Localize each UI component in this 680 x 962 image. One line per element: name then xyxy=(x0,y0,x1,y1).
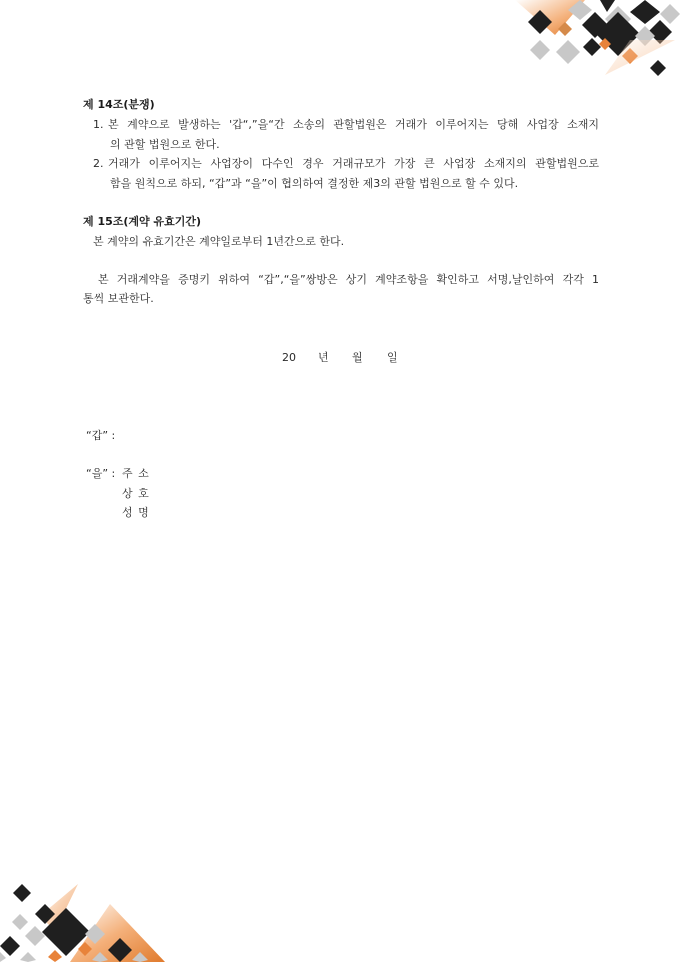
date-year-unit: 년 xyxy=(318,351,329,364)
article-15-heading: 제 15조(계약 유효기간) xyxy=(83,215,202,228)
article-14-item-1-line-2: 의 관할 법원으로 한다. xyxy=(110,138,220,151)
date-day-unit: 일 xyxy=(387,351,398,364)
date-year: 20 xyxy=(282,351,296,364)
article-14-heading: 제 14조(분쟁) xyxy=(83,98,155,111)
closing-line-2: 통씩 보관한다. xyxy=(83,292,154,305)
article-14-item-2-number: 2. xyxy=(93,157,104,170)
party-company-label: 상 호 xyxy=(122,487,150,500)
party-address-label: 주 소 xyxy=(122,467,150,480)
top-right-diamond-decoration xyxy=(500,0,680,80)
party-gap-label: “갑” : xyxy=(86,429,116,442)
article-14-item-1-line-1: 본 계약으로 발생하는 '갑“,”을“간 소송의 관할법원은 거래가 이루어지는 당해 사업장 소재지 xyxy=(108,118,599,131)
article-14-item-2-line-2: 함을 원칙으로 하되, “갑”과 “을”이 협의하여 결정한 제3의 관할 법원으로 할 수 있다. xyxy=(110,177,519,190)
date-month-unit: 월 xyxy=(352,351,363,364)
article-14-item-1-number: 1. xyxy=(93,118,104,131)
party-name-label: 성 명 xyxy=(122,506,150,519)
bottom-left-diamond-decoration xyxy=(0,876,165,962)
article-14-item-2-line-1: 거래가 이루어지는 사업장이 다수인 경우 거래규모가 가장 큰 사업장 소재지의 관할법원으로 xyxy=(108,157,599,170)
article-15-body: 본 계약의 유효기간은 계약일로부터 1년간으로 한다. xyxy=(93,235,345,248)
closing-line-1: 본 거래계약을 증명키 위하여 “갑”,“을”쌍방은 상기 계약조항을 확인하고 서명,날인하여 각각 1 xyxy=(98,273,599,286)
party-eul-label: “을” : xyxy=(86,467,116,480)
